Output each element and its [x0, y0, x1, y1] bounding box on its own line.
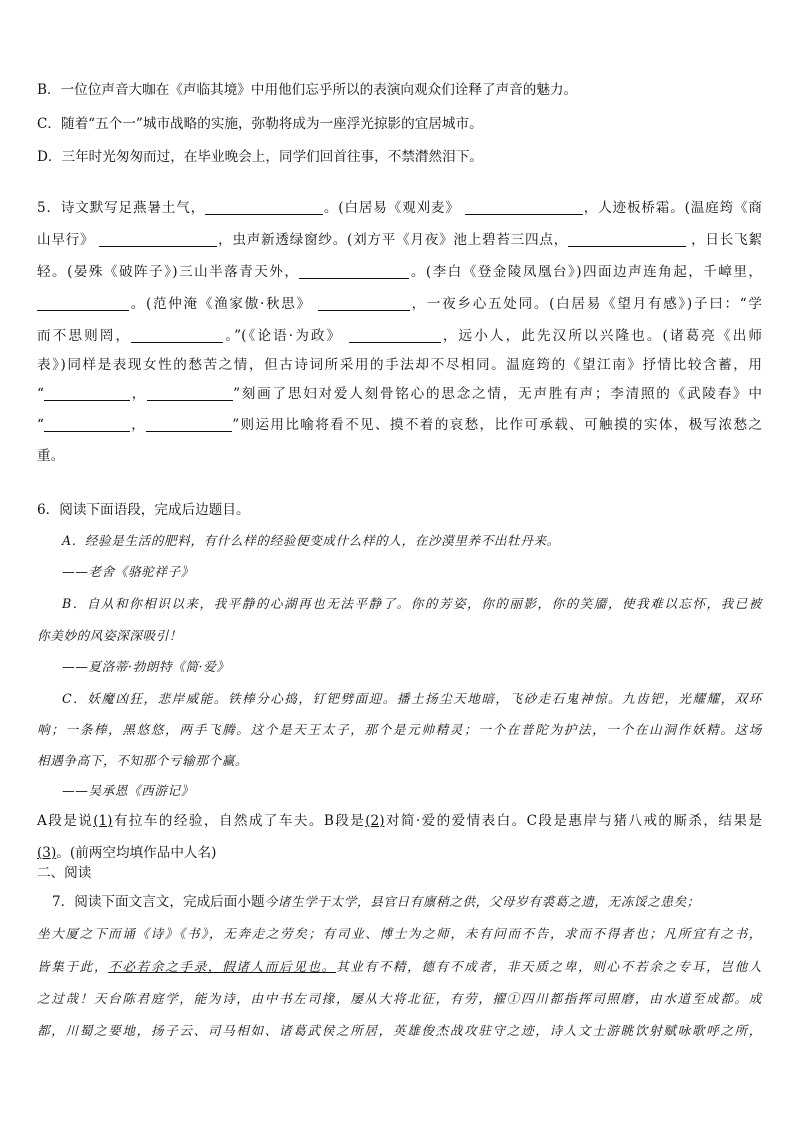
q5-text: ”刻画了思妇对爱人刻骨铭心的思念之情，无声胜有声；李清照的《武陵春》中: [233, 386, 763, 402]
q5-line-1: [37, 198, 762, 218]
answer-blank[interactable]: [299, 264, 409, 279]
answer-blank[interactable]: [205, 200, 323, 215]
q5-text: “: [37, 386, 44, 402]
option-d: D．三年时光匆匆而过，在毕业晚会上，同学们回首往事，不禁潸然泪下。: [37, 149, 483, 165]
q6-text: 。(前两空均填作品中人名): [56, 845, 217, 861]
answer-blank[interactable]: [318, 296, 410, 311]
q7-text: 其业有不精，德有不成者，非天质之卑，则心不若余之专耳，岂他人: [335, 959, 763, 974]
q5-line-6: 表》)同样是表现女性的愁苦之情，但古诗词所采用的手法却不尽相同。温庭筠的《望江南》抒情比较含蓄，用: [37, 357, 762, 373]
q5-text: 山早行》: [37, 232, 95, 248]
q5-text: 。(白居易《观刈麦》: [323, 200, 460, 216]
q5-line-2: [37, 230, 762, 250]
q5-text: ，虫声新透绿窗纱。(刘方平《月夜》池上碧苔三四点，: [217, 232, 569, 248]
q6-text: 有拉车的经验，自然成了车夫。B段是: [112, 813, 366, 829]
q6-passage-a: A．经验是生活的肥料，有什么样的经验便变成什么样的人，在沙漠里养不出牡丹来。: [62, 533, 560, 548]
q6-passage-c-line1: C．妖魔凶狂，悲岸威能。铁棒分心捣，钉钯劈面迎。播土扬尘天地暗，飞砂走石鬼神惊。九齿钯，光耀耀，双环: [62, 691, 762, 706]
q5-line-4: [37, 294, 762, 314]
q7-line-2: 坐大厦之下而诵《诗》《书》，无奔走之劳矣；有司业、博士为之师，未有问而不告，求而不得者也；凡所宜有之书，: [37, 926, 762, 941]
q5-text: 轻。(晏殊《破阵子》)三山半落青天外，: [37, 264, 300, 280]
answer-blank[interactable]: [349, 328, 441, 343]
q5-line-9: 重。: [37, 448, 65, 464]
option-b: B．一位位声音大咖在《声临其境》中用他们忘乎所以的表演向观众们诠释了声音的魅力。: [37, 82, 578, 98]
answer-blank-2[interactable]: (2): [365, 813, 385, 829]
q5-text: “: [37, 417, 44, 433]
q6-answer-line1: [37, 811, 762, 831]
q5-line-5: [37, 326, 762, 346]
answer-blank-1[interactable]: (1): [93, 813, 113, 829]
q6-answer-line2: [37, 843, 762, 863]
q5-text: ，: [129, 417, 147, 433]
q5-text: ，: [129, 386, 148, 402]
q5-text: ，日长飞絮: [691, 232, 762, 248]
option-c: C．随着“五个一”城市战略的实施，弥勒将成为一座浮光掠影的宜居城市。: [37, 116, 483, 132]
answer-blank[interactable]: [146, 417, 232, 432]
answer-blank[interactable]: [465, 200, 583, 215]
q5-text: ”则运用比喻将看不见、摸不着的哀愁，比作可承载、可触摸的实体，极写浓愁之: [232, 417, 762, 433]
answer-blank[interactable]: [44, 386, 130, 401]
q5-text: ，人迹板桥霜。(温庭筠《商: [582, 200, 762, 216]
q5-line-8: [37, 415, 762, 435]
answer-blank-3[interactable]: (3): [37, 845, 57, 861]
q6-passage-c-line2: 响；一条棒，黑悠悠，两手飞腾。这个是天王太子，那个是元帅精灵；一个在普陀为护法，一个在山洞作妖精。这场: [37, 722, 762, 737]
q6-passage-b-line2: 你美妙的风姿深深吸引！: [37, 628, 183, 643]
q7-prompt: 7．阅读下面文言文，完成后面小题: [52, 894, 265, 910]
q7-text: 今诸生学于太学，县官日有廪稍之供，父母岁有裘葛之遗，无冻馁之患矣；: [264, 894, 700, 909]
answer-blank[interactable]: [44, 417, 130, 432]
q5-text: 。”(《论语·为政》: [223, 328, 343, 344]
q5-text: 。(李白《登金陵凤凰台》)四面边声连角起，千嶂里，: [409, 264, 762, 280]
q6-source-c: ——吴承恩《西游记》: [62, 783, 194, 798]
answer-blank[interactable]: [147, 386, 233, 401]
q6-text: 对简·爱的爱情表白。C段是惠岸与猪八戒的厮杀，结果是: [384, 813, 762, 829]
answer-blank[interactable]: [131, 328, 223, 343]
q5-text: ，一夜乡心五处同。(白居易《望月有感》)子曰：“学: [409, 296, 762, 312]
q5-text: 。(范仲淹《渔家傲·秋思》: [129, 296, 312, 312]
q7-line-5: 都，川蜀之要地，扬子云、司马相如、诸葛武侯之所居，英雄俊杰战攻驻守之迹，诗人文士游眺饮射赋咏歌呼之所，: [37, 1023, 762, 1038]
q6-source-b: ——夏洛蒂·勃朗特《简·爱》: [62, 659, 230, 674]
q7-line-1: [52, 892, 762, 912]
q6-passage-c-line3: 相遇争高下，不知那个亏输那个赢。: [37, 753, 249, 768]
q6-text: A段是说: [37, 813, 94, 829]
q6-passage-b-line1: B．自从和你相识以来，我平静的心湖再也无法平静了。你的芳姿，你的丽影，你的笑靥，使我难以忘怀，我已被: [62, 596, 762, 611]
q5-line-3: [37, 262, 762, 282]
q5-text: 而不思则罔，: [37, 328, 132, 344]
q7-line-4: 之过哉！天台陈君庭学，能为诗，由中书左司掾，屡从大将北征，有劳，擢①四川都指挥司照磨，由水道至成都。成: [37, 991, 762, 1006]
answer-blank[interactable]: [568, 232, 686, 247]
section-title-reading: 二、阅读: [37, 865, 92, 881]
q5-text: ，远小人，此先汉所以兴隆也。(诸葛亮《出师: [440, 328, 762, 344]
q7-underlined-sentence: 不必若余之手录，假诸人而后见也。: [108, 959, 336, 974]
answer-blank[interactable]: [99, 232, 217, 247]
q7-line-3: [37, 957, 762, 977]
q5-line-7: [37, 384, 762, 404]
q6-source-a: ——老舍《骆驼祥子》: [62, 564, 194, 579]
q6-title: 6．阅读下面语段，完成后边题目。: [37, 502, 250, 518]
q7-text: 皆集于此，: [37, 959, 109, 974]
q5-text: 5．诗文默写足燕暑土气，: [37, 200, 206, 216]
answer-blank[interactable]: [37, 296, 129, 311]
